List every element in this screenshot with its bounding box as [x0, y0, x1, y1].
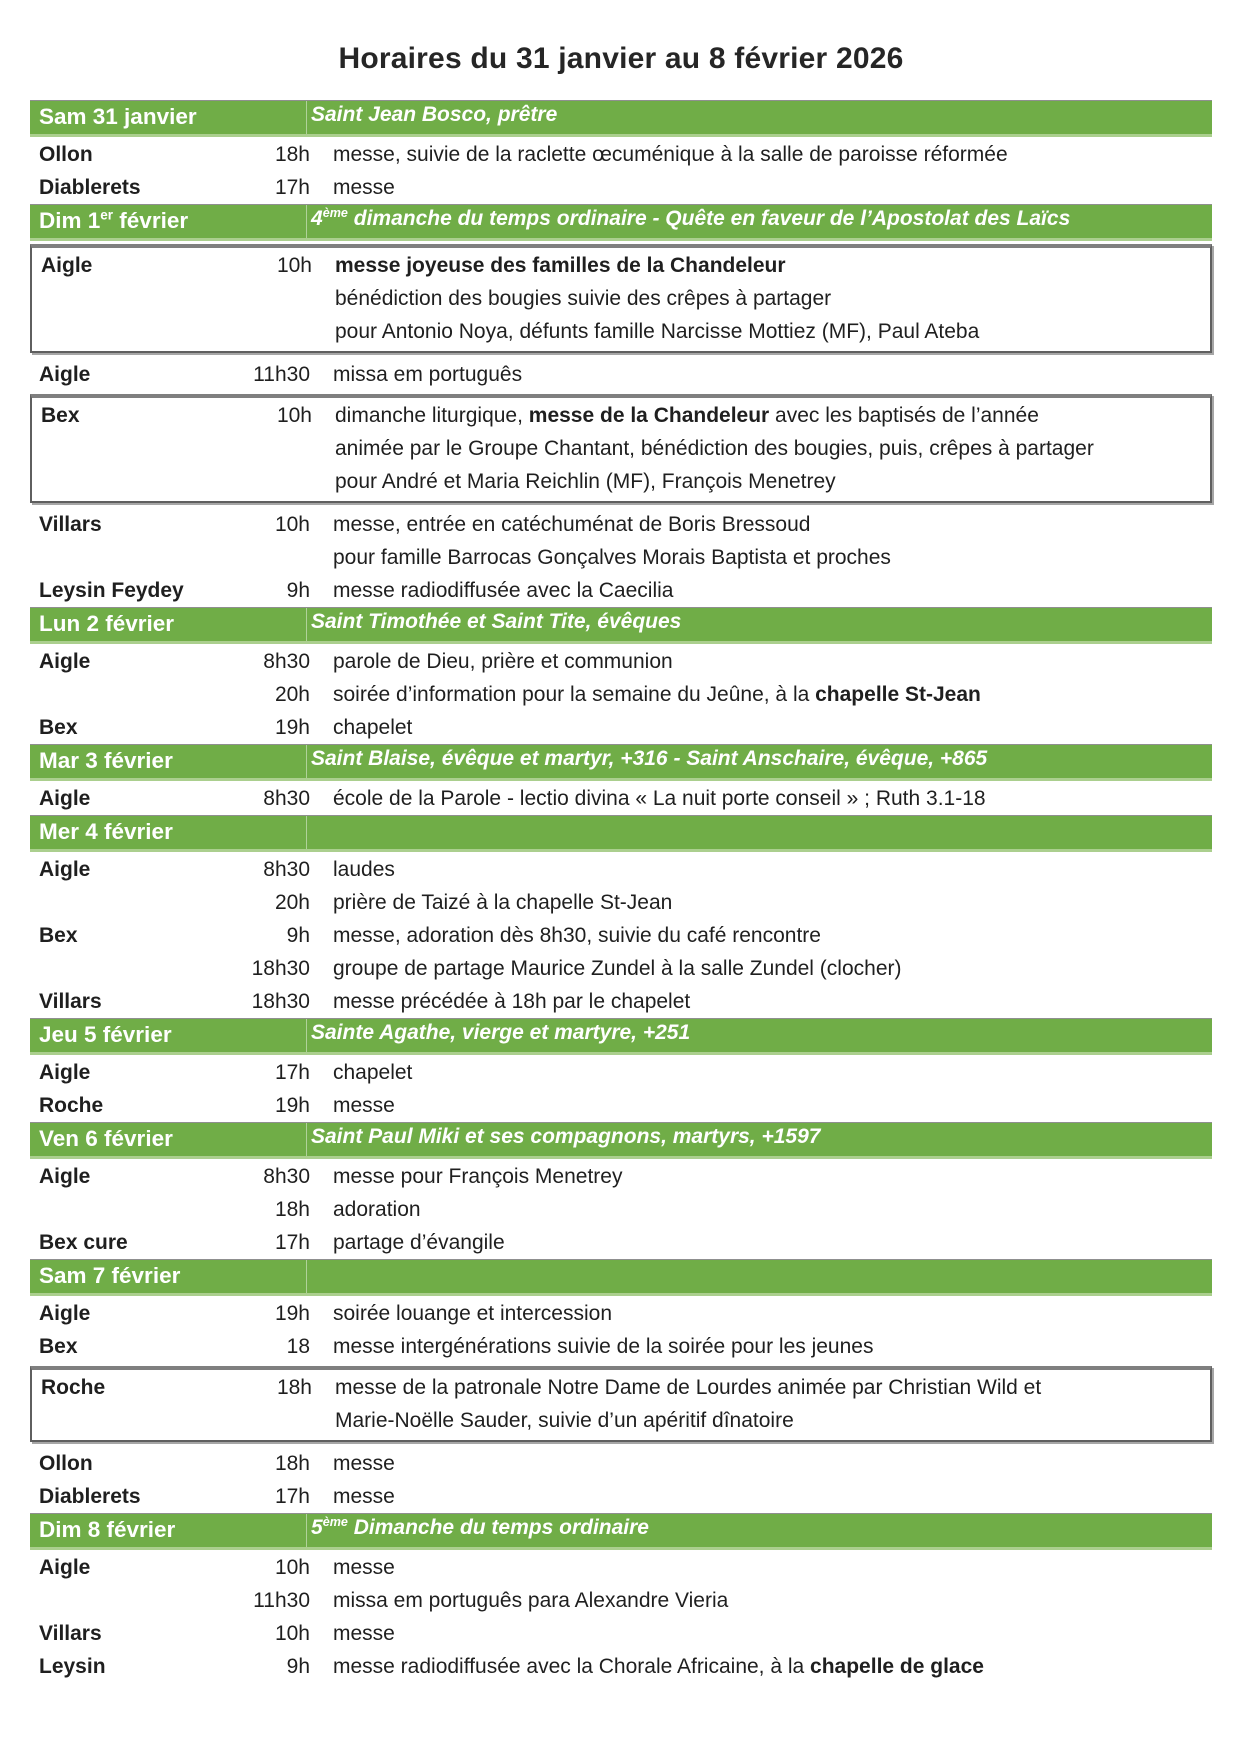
text-segment: bénédiction des bougies suivie des crêpes à partager	[335, 287, 832, 310]
schedule-entry	[30, 1551, 1212, 1584]
text-segment: messe	[333, 176, 395, 199]
entry-line	[310, 1551, 1212, 1584]
text-segment: Saint Paul Miki et ses compagnons, martyrs, +1597	[311, 1125, 821, 1148]
schedule-entry	[30, 394, 1212, 503]
text-segment: Dim 8 février	[39, 1517, 176, 1542]
text-segment: messe pour François Menetrey	[333, 1165, 623, 1188]
entry-place: Aigle	[39, 1165, 91, 1188]
feast-label	[306, 1019, 1212, 1052]
entry-time: 18h30	[251, 957, 310, 980]
text-segment: messe radiodiffusée avec la Caecilia	[333, 579, 674, 602]
day-label	[30, 206, 306, 237]
schedule-entry	[30, 1193, 1212, 1226]
text-segment: messe précédée à 18h par le chapelet	[333, 990, 691, 1013]
text-segment: messe intergénérations suivie de la soirée pour les jeunes	[333, 1335, 874, 1358]
text-segment: partage d’évangile	[333, 1231, 505, 1254]
text-segment: dimanche liturgique,	[335, 404, 529, 427]
text-segment: Jeu 5 février	[39, 1022, 172, 1047]
feast-label	[306, 1514, 1212, 1547]
entry-line	[310, 886, 1212, 919]
entry-time: 8h30	[263, 787, 310, 810]
text-segment: soirée louange et intercession	[333, 1302, 613, 1325]
day-label	[30, 1261, 306, 1292]
text-segment: Lun 2 février	[39, 611, 175, 636]
feast-label	[306, 1123, 1212, 1156]
entry-place: Aigle	[39, 1302, 91, 1325]
schedule-entry	[30, 886, 1212, 919]
feast-label	[306, 1260, 1212, 1293]
schedule-entry	[30, 1584, 1212, 1617]
entry-time: 10h	[274, 1556, 310, 1579]
entry-place: Villars	[39, 513, 102, 536]
entry-time: 19h	[274, 1302, 310, 1325]
entry-line	[310, 952, 1212, 985]
text-segment: 5	[311, 1516, 323, 1539]
text-segment: pour famille Barrocas Gonçalves Morais Baptista et proches	[333, 546, 891, 569]
entry-time: 8h30	[263, 650, 310, 673]
feast-label	[306, 608, 1212, 641]
schedule-entry	[30, 1089, 1212, 1122]
text-segment: Mar 3 février	[39, 748, 173, 773]
text-segment: chapelle St-Jean	[815, 683, 981, 706]
day-band	[30, 204, 1212, 241]
text-segment: adoration	[333, 1198, 421, 1221]
entry-time: 8h30	[263, 858, 310, 881]
entry-line	[312, 432, 1210, 465]
schedule-entry	[30, 1650, 1212, 1683]
entry-place: Aigle	[39, 1061, 91, 1084]
entry-place: Aigle	[39, 1556, 91, 1579]
text-segment: école de la Parole - lectio divina « La nuit porte conseil » ; Ruth 3.1-18	[333, 787, 986, 810]
entry-time: 8h30	[263, 1165, 310, 1188]
entry-time: 18h	[274, 143, 310, 166]
schedule-entry	[30, 678, 1212, 711]
entry-line	[312, 1371, 1210, 1404]
entry-line	[312, 399, 1210, 432]
text-segment: Sam 31 janvier	[39, 104, 197, 129]
entry-place: Bex	[39, 1335, 78, 1358]
text-segment: messe, suivie de la raclette œcuménique à la salle de paroisse réformée	[333, 143, 1008, 166]
day-label	[30, 1020, 306, 1051]
text-segment: messe, adoration dès 8h30, suivie du café rencontre	[333, 924, 821, 947]
entry-time: 18h	[274, 1198, 310, 1221]
day-band	[30, 1513, 1212, 1550]
entry-line	[310, 853, 1212, 886]
day-label	[30, 1124, 306, 1155]
text-segment: messe	[333, 1452, 395, 1475]
text-segment: avec les baptisés de l’année	[769, 404, 1039, 427]
entry-line	[310, 358, 1212, 391]
entry-time: 10h	[274, 1622, 310, 1645]
entry-line	[312, 282, 1210, 315]
entry-place: Villars	[39, 990, 102, 1013]
entry-time: 19h	[274, 716, 310, 739]
entry-place: Roche	[39, 1094, 104, 1117]
text-segment: pour Antonio Noya, défunts famille Narcisse Mottiez (MF), Paul Ateba	[335, 320, 980, 343]
entry-line	[310, 1193, 1212, 1226]
entry-place: Villars	[39, 1622, 102, 1645]
schedule-entry	[30, 1297, 1212, 1330]
text-segment: Dimanche du temps ordinaire	[347, 1516, 649, 1539]
entry-line	[310, 138, 1212, 171]
entry-line	[312, 465, 1210, 498]
schedule-entry	[30, 853, 1212, 886]
entry-time: 17h	[274, 1231, 310, 1254]
feast-label	[306, 745, 1212, 778]
entry-line	[310, 541, 1212, 574]
schedule-entry	[30, 952, 1212, 985]
entry-time: 17h	[274, 1061, 310, 1084]
text-segment: messe de la Chandeleur	[528, 404, 770, 427]
entry-line	[310, 508, 1212, 541]
feast-label	[306, 816, 1212, 849]
entry-line	[312, 315, 1210, 348]
text-segment: ème	[322, 206, 348, 220]
entry-place: Diablerets	[39, 1485, 141, 1508]
entry-line	[310, 711, 1212, 744]
entry-time: 19h	[274, 1094, 310, 1117]
entry-line	[310, 171, 1212, 204]
schedule-entry	[30, 711, 1212, 744]
schedule-entry	[30, 782, 1212, 815]
text-segment: ème	[322, 1515, 348, 1529]
text-segment: prière de Taizé à la chapelle St-Jean	[333, 891, 673, 914]
text-segment: soirée d’information pour la semaine du Jeûne, à la	[333, 683, 816, 706]
feast-label	[306, 101, 1212, 134]
text-segment: Sainte Agathe, vierge et martyre, +251	[311, 1021, 691, 1044]
entry-place: Aigle	[39, 363, 91, 386]
entry-line	[310, 1584, 1212, 1617]
entry-line	[310, 574, 1212, 607]
entry-line	[310, 1226, 1212, 1259]
entry-place: Aigle	[39, 858, 91, 881]
schedule-entry	[30, 1160, 1212, 1193]
text-segment: messe	[333, 1622, 395, 1645]
entry-place: Ollon	[39, 1452, 93, 1475]
entry-time: 10h	[276, 254, 312, 277]
entry-place: Aigle	[39, 650, 91, 673]
schedule-entry	[30, 1447, 1212, 1480]
entry-place: Bex	[39, 716, 78, 739]
text-segment: animée par le Groupe Chantant, bénédiction des bougies, puis, crêpes à partager	[335, 437, 1094, 460]
day-band	[30, 1122, 1212, 1159]
feast-label	[306, 205, 1212, 238]
text-segment: Saint Jean Bosco, prêtre	[311, 103, 558, 126]
entry-line	[310, 985, 1212, 1018]
day-band	[30, 1018, 1212, 1055]
text-segment: Saint Blaise, évêque et martyr, +316 - Saint Anschaire, évêque, +865	[311, 747, 988, 770]
entry-time: 18	[286, 1335, 310, 1358]
page-title: Horaires du 31 janvier au 8 février 2026	[338, 42, 904, 75]
text-segment: Sam 7 février	[39, 1263, 181, 1288]
entry-place: Bex cure	[39, 1231, 128, 1254]
entry-time: 17h	[274, 1485, 310, 1508]
entry-time: 20h	[274, 891, 310, 914]
entry-place: Roche	[41, 1376, 106, 1399]
schedule-entry	[30, 1056, 1212, 1089]
day-label	[30, 746, 306, 777]
entry-line	[310, 919, 1212, 952]
day-band	[30, 815, 1212, 852]
entry-time: 18h	[274, 1452, 310, 1475]
text-segment: messe	[333, 1485, 395, 1508]
entry-place: Aigle	[39, 787, 91, 810]
entry-line	[310, 1089, 1212, 1122]
text-segment: messe joyeuse des familles de la Chandeleur	[335, 254, 786, 277]
day-label	[30, 609, 306, 640]
day-band	[30, 744, 1212, 781]
schedule-entry	[30, 919, 1212, 952]
entry-time: 18h	[276, 1376, 312, 1399]
entry-time: 11h30	[253, 1589, 310, 1612]
schedule-table	[30, 100, 1212, 1683]
entry-line	[310, 1447, 1212, 1480]
schedule-entry	[30, 1617, 1212, 1650]
schedule-entry	[30, 574, 1212, 607]
text-segment: Mer 4 février	[39, 819, 173, 844]
schedule-entry	[30, 138, 1212, 171]
text-segment: Marie-Noëlle Sauder, suivie d’un apéritif dînatoire	[335, 1409, 794, 1432]
schedule-entry	[30, 1366, 1212, 1442]
entry-place: Aigle	[41, 254, 93, 277]
text-segment: groupe de partage Maurice Zundel à la salle Zundel (clocher)	[333, 957, 902, 980]
text-segment: chapelle de glace	[810, 1655, 984, 1678]
schedule-entry	[30, 244, 1212, 353]
text-segment: missa em português	[333, 363, 523, 386]
entry-time: 9h	[286, 579, 310, 602]
entry-line	[310, 782, 1212, 815]
text-segment: parole de Dieu, prière et communion	[333, 650, 673, 673]
text-segment: chapelet	[333, 1061, 413, 1084]
text-segment: pour André et Maria Reichlin (MF), François Menetrey	[335, 470, 836, 493]
text-segment: Dim 1	[39, 208, 101, 233]
schedule-entry	[30, 1330, 1212, 1363]
entry-line	[310, 1160, 1212, 1193]
day-band	[30, 1259, 1212, 1296]
day-band	[30, 607, 1212, 644]
entry-line	[310, 1330, 1212, 1363]
entry-line	[310, 1650, 1212, 1683]
entry-line	[310, 678, 1212, 711]
text-segment: er	[100, 207, 114, 223]
entry-line	[312, 1404, 1210, 1437]
entry-time: 17h	[274, 176, 310, 199]
entry-time: 18h30	[251, 990, 310, 1013]
text-segment: laudes	[333, 858, 395, 881]
schedule-entry	[30, 1480, 1212, 1513]
text-segment: février	[113, 208, 189, 233]
schedule-entry	[30, 985, 1212, 1018]
text-segment: messe	[333, 1094, 395, 1117]
entry-place: Ollon	[39, 143, 93, 166]
entry-place: Leysin	[39, 1655, 106, 1678]
text-segment: messe de la patronale Notre Dame de Lourdes animée par Christian Wild et	[335, 1376, 1042, 1399]
day-label	[30, 1515, 306, 1546]
entry-line	[310, 1056, 1212, 1089]
schedule-entry	[30, 508, 1212, 574]
text-segment: chapelet	[333, 716, 413, 739]
day-label	[30, 102, 306, 133]
entry-place: Bex	[41, 404, 80, 427]
day-label	[30, 817, 306, 848]
schedule-entry	[30, 171, 1212, 204]
entry-place: Bex	[39, 924, 78, 947]
text-segment: Saint Timothée et Saint Tite, évêques	[311, 610, 682, 633]
schedule-entry	[30, 358, 1212, 391]
text-segment: missa em português para Alexandre Vieria	[333, 1589, 729, 1612]
entry-line	[312, 249, 1210, 282]
schedule-entry	[30, 645, 1212, 678]
entry-line	[310, 1480, 1212, 1513]
entry-line	[310, 645, 1212, 678]
text-segment: messe	[333, 1556, 395, 1579]
entry-time: 11h30	[253, 363, 310, 386]
entry-line	[310, 1297, 1212, 1330]
entry-time: 9h	[286, 1655, 310, 1678]
schedule-entry	[30, 1226, 1212, 1259]
text-segment: Ven 6 février	[39, 1126, 173, 1151]
entry-time: 10h	[274, 513, 310, 536]
entry-place: Leysin Feydey	[39, 579, 184, 602]
text-segment: messe radiodiffusée avec la Chorale Africaine, à la	[333, 1655, 811, 1678]
day-band	[30, 100, 1212, 137]
entry-time: 10h	[276, 404, 312, 427]
entry-place: Diablerets	[39, 176, 141, 199]
text-segment: messe, entrée en catéchuménat de Boris Bressoud	[333, 513, 811, 536]
entry-line	[310, 1617, 1212, 1650]
entry-time: 20h	[274, 683, 310, 706]
text-segment: 4	[311, 207, 323, 230]
entry-time: 9h	[286, 924, 310, 947]
text-segment: dimanche du temps ordinaire - Quête en faveur de l’Apostolat des Laïcs	[347, 207, 1071, 230]
